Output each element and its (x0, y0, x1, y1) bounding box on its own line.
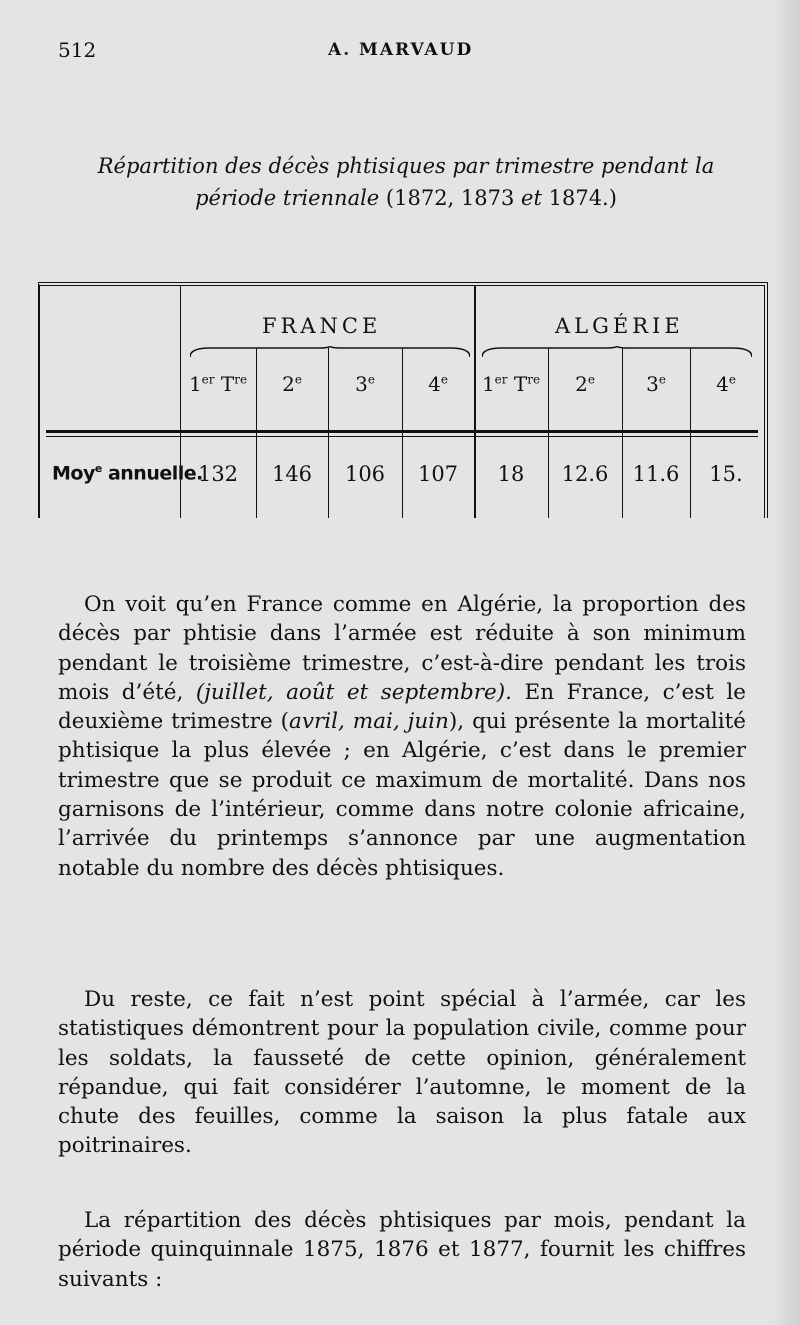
divider-algerie-q3 (690, 348, 691, 518)
table-caption (58, 150, 754, 214)
quarter-header-8: 4e (716, 372, 736, 396)
caption-end: 1874.) (548, 186, 617, 210)
region-algerie: ALGÉRIE (555, 314, 684, 338)
caption-period: période triennale (195, 186, 380, 210)
caption-years: (1872, 1873 (385, 186, 515, 210)
quarter-header-4: 4e (428, 372, 448, 396)
caption-line-2 (58, 182, 754, 214)
quarter-header-7: 3e (646, 372, 666, 396)
paragraph-3: La répartition des décès phtisiques par mois, pendant la période quinquinnale 1875, 1876 et 1877, fournit les chiffres suivants : (58, 1208, 746, 1292)
header-rule-thin (46, 436, 758, 437)
quarter-header-6: 2e (575, 372, 595, 396)
quarter-header-2: 2e (282, 372, 302, 396)
cell-value-5: 18 (497, 462, 525, 486)
cell-value-3: 106 (344, 462, 386, 486)
header-rule-thick (46, 430, 758, 433)
cell-value-2: 146 (271, 462, 313, 486)
paragraph-2: Du reste, ce fait n’est point spécial à l’armée, car les statistiques démontrent pour la population civile, comme pour les soldats, la fausseté de cette opinion, généralement répandue, qui fait considérer l’automne, le moment de la chute des feuilles, comme la saison la plus fatale aux poitrinaires. (58, 987, 746, 1159)
paragraph-1: On voit qu’en France comme en Algérie, la proportion des décès par phtisie dans l’armée est réduite à son minimum pendant le troisième trimestre, c’est-à-dire pendant les trois mois d’été, (juillet, août et septembre). En France, c’est le deuxième trimestre (avril, mai, juin), qui présente la mortalité phtisique la plus élevée ; en Algérie, c’est dans le premier trimestre que se produit ce maximum de mortalité. Dans nos garnisons de l’intérieur, comme dans notre colonie africaine, l’arrivée du printemps s’annonce par une augmentation notable du nombre des décès phtisiques. (58, 592, 746, 881)
quarter-header-1: 1er $T^{re}$ (188, 372, 248, 396)
quarter-header-5: 1er $T^{re}$ (481, 372, 541, 396)
cell-value-7: 11.6 (632, 462, 680, 486)
cell-value-4: 107 (417, 462, 459, 486)
page-gutter-shadow (772, 0, 800, 1325)
page-number: 512 (58, 38, 97, 62)
caption-et: et (521, 186, 542, 210)
brace-algerie (482, 346, 752, 358)
cell-value-1: 132 (197, 462, 239, 486)
page-header (58, 38, 748, 68)
cell-value-8: 15. (709, 462, 743, 486)
brace-france (190, 346, 470, 358)
region-france: FRANCE (262, 314, 382, 338)
running-head: A. MARVAUD (328, 40, 474, 60)
row-label-annual-mean: Moy$^e$ annuelle. (52, 462, 203, 485)
quarter-header-3: 3e (355, 372, 375, 396)
cell-value-6: 12.6 (561, 462, 609, 486)
caption-line-1: Répartition des décès phtisiques par trimestre pendant la (97, 154, 715, 178)
quarterly-deaths-table (38, 282, 768, 518)
